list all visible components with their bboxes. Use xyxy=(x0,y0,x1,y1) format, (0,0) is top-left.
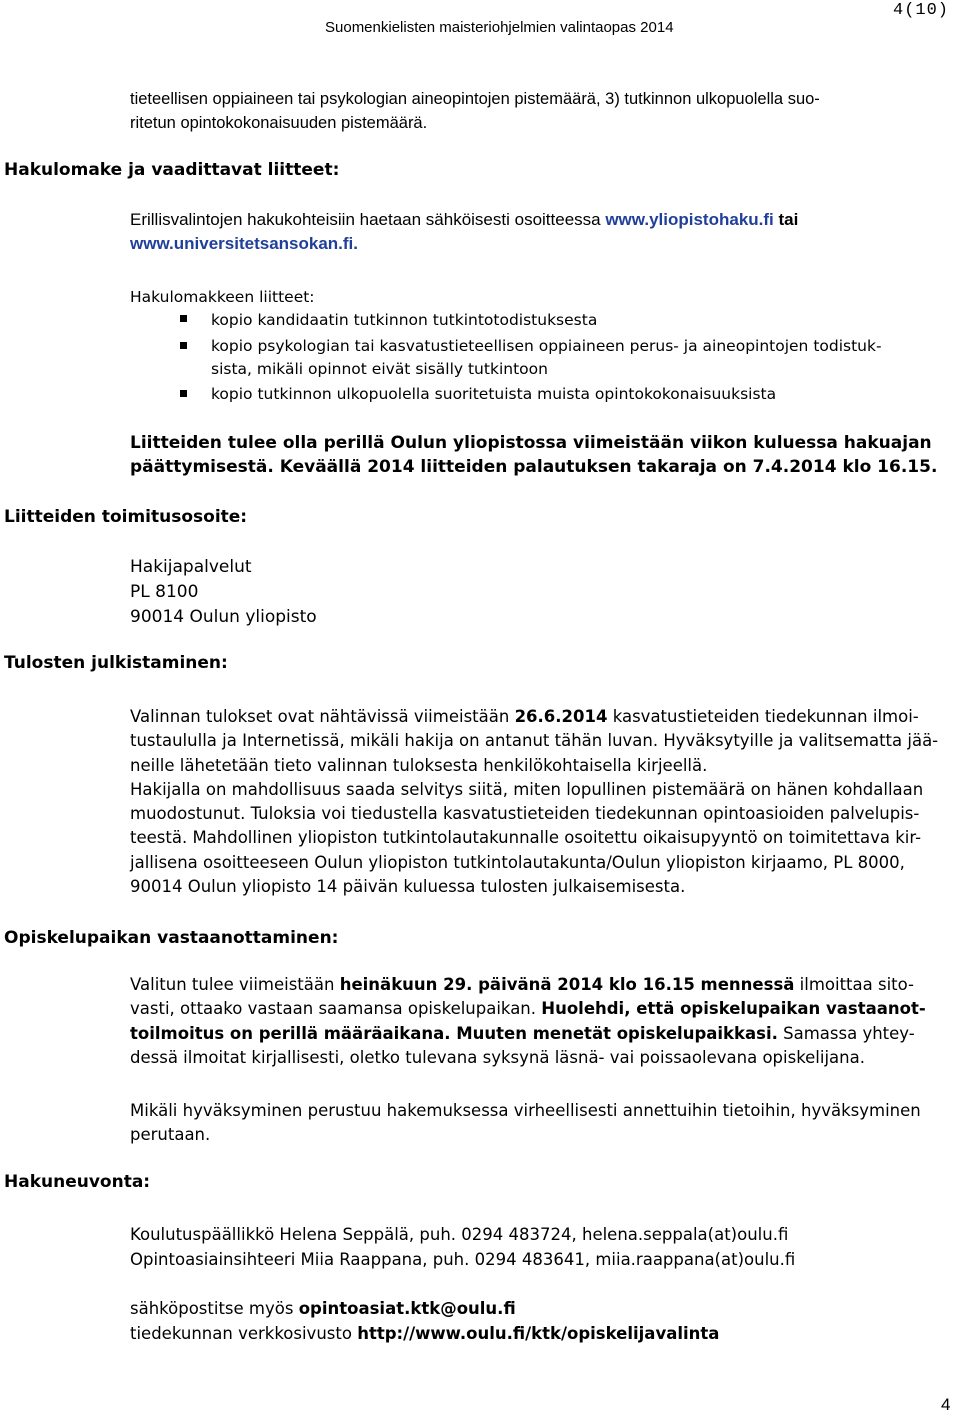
results-date: 26.6.2014 xyxy=(514,707,608,726)
bullet-2 xyxy=(180,342,187,349)
acceptance-text: Valitun tulee viimeistään xyxy=(130,975,340,994)
results-text: Valinnan tulokset ovat nähtävissä viimeistään xyxy=(130,707,515,726)
acceptance-text: vasti, ottaako vastaan saamansa opiskelupaikan. xyxy=(130,999,542,1019)
website-link[interactable]: http://www.oulu.fi/ktk/opiskelijavalinta xyxy=(357,1324,720,1343)
results-text-cont: kasvatustieteiden tiedekunnan ilmoi- xyxy=(607,707,919,726)
acceptance-text-cont: ilmoittaa sito- xyxy=(794,975,914,994)
address-line-3: 90014 Oulun yliopisto xyxy=(130,607,317,627)
cancellation-line-1: Mikäli hyväksyminen perustuu hakemuksessa virheellisesti annettuihin tietoihin, hyväksyminen xyxy=(130,1101,921,1120)
form-text-tai: tai xyxy=(773,210,799,229)
deadline-notice xyxy=(130,431,937,479)
section-label-hakulomake: Hakulomake ja vaadittavat liitteet: xyxy=(4,160,340,180)
bullet-1 xyxy=(180,315,187,322)
results-line: muodostunut. Tuloksia voi tiedustella kasvatustieteiden tiedekunnan opintoasioiden palvelupis- xyxy=(130,804,920,824)
section-label-tulokset: Tulosten julkistaminen: xyxy=(4,653,228,673)
application-form-paragraph xyxy=(130,208,930,256)
results-paragraph xyxy=(130,705,938,899)
acceptance-text-cont: Samassa yhtey- xyxy=(777,1023,915,1043)
attachment-item-1: kopio kandidaatin tutkinnon tutkintotodistuksesta xyxy=(211,311,598,329)
running-header: Suomenkielisten maisteriohjelmien valintaopas 2014 xyxy=(325,19,674,36)
section-label-toimitus: Liitteiden toimitusosoite: xyxy=(4,507,248,527)
acceptance-paragraph xyxy=(130,973,926,1070)
attachment-item-3: kopio tutkinnon ulkopuolella suoritetuista muista opintokokonaisuuksista xyxy=(211,385,777,403)
email-link[interactable]: opintoasiat.ktk@oulu.fi xyxy=(298,1299,516,1318)
section-label-vastaanotto: Opiskelupaikan vastaanottaminen: xyxy=(4,928,339,948)
intro-line-2: ritetun opintokokonaisuuden pistemäärä. xyxy=(130,114,428,132)
results-line: neille lähetetään tieto valinnan tuloksesta henkilökohtaisella kirjeellä. xyxy=(130,755,708,775)
results-line: 90014 Oulun yliopisto 14 päivän kuluessa tulosten julkaisemisesta. xyxy=(130,877,686,897)
contact-line-1: Koulutuspäällikkö Helena Seppälä, puh. 0294 483724, helena.seppala(at)oulu.fi xyxy=(130,1225,789,1244)
results-line: teestä. Mahdollinen yliopiston tutkintolautakunnalle osoitettu oikaisupyyntö on toimitettava kir- xyxy=(130,828,922,848)
contacts xyxy=(130,1222,795,1272)
acceptance-warning: Huolehdi, että opiskelupaikan vastaanot- xyxy=(541,999,926,1019)
intro-paragraph xyxy=(130,87,946,135)
universitetsansokan-link[interactable]: www.universitetsansokan.fi. xyxy=(130,234,358,253)
address-line-2: PL 8100 xyxy=(130,582,199,602)
contact-line-2: Opintoasiainsihteeri Miia Raappana, puh. 0294 483641, miia.raappana(at)oulu.fi xyxy=(130,1250,796,1269)
results-line: jallisena osoitteeseen Oulun yliopiston tutkintolautakunta/Oulun yliopiston kirjaamo, PL 8000, xyxy=(130,852,905,872)
acceptance-deadline: heinäkuun 29. päivänä 2014 klo 16.15 mennessä xyxy=(339,975,795,994)
attachment-item-2-cont: sista, mikäli opinnot eivät sisälly tutkintoon xyxy=(211,360,548,378)
deadline-line-2: päättymisestä. Keväällä 2014 liitteiden palautuksen takaraja on 7.4.2014 klo 16.15. xyxy=(130,457,938,477)
results-line: Hakijalla on mahdollisuus saada selvitys siitä, miten lopullinen pistemäärä on hänen kohdallaan xyxy=(130,779,924,799)
results-line: tustaululla ja Internetissä, mikäli hakija on antanut tähän luvan. Hyväksytyille ja valitsematta jää- xyxy=(130,731,939,751)
section-label-neuvonta: Hakuneuvonta: xyxy=(4,1172,151,1192)
attachment-item-2: kopio psykologian tai kasvatustieteellisen oppiaineen perus- ja aineopintojen todistuk- xyxy=(211,337,882,355)
cancellation-paragraph xyxy=(130,1099,921,1148)
bullet-3 xyxy=(180,390,187,397)
email-prefix: sähköpostitse myös xyxy=(130,1299,299,1318)
cancellation-line-2: perutaan. xyxy=(130,1125,211,1145)
form-text: Erillisvalintojen hakukohteisiin haetaan sähköisesti osoitteessa xyxy=(130,210,606,229)
web-prefix: tiedekunnan verkkosivusto xyxy=(130,1324,358,1343)
yliopistohaku-link[interactable]: www.yliopistohaku.fi xyxy=(605,210,774,229)
deadline-line-1: Liitteiden tulee olla perillä Oulun yliopistossa viimeistään viikon kuluessa hakuajan xyxy=(130,433,932,453)
delivery-address xyxy=(130,555,317,630)
email-web-block xyxy=(130,1296,719,1346)
address-line-1: Hakijapalvelut xyxy=(130,557,252,577)
page-marker: 4(10) xyxy=(893,1,950,20)
attachments-heading: Hakulomakkeen liitteet: xyxy=(130,288,315,306)
acceptance-line: dessä ilmoitat kirjallisesti, oletko tulevana syksynä läsnä- vai poissaolevana opiskelijana. xyxy=(130,1047,865,1067)
acceptance-warning-cont: toilmoitus on perillä määräaikana. Muuten menetät opiskelupaikkasi. xyxy=(130,1023,778,1043)
footer-page-number: 4 xyxy=(941,1395,951,1414)
intro-line-1: tieteellisen oppiaineen tai psykologian aineopintojen pistemäärä, 3) tutkinnon ulkopuolella suo- xyxy=(130,90,820,108)
